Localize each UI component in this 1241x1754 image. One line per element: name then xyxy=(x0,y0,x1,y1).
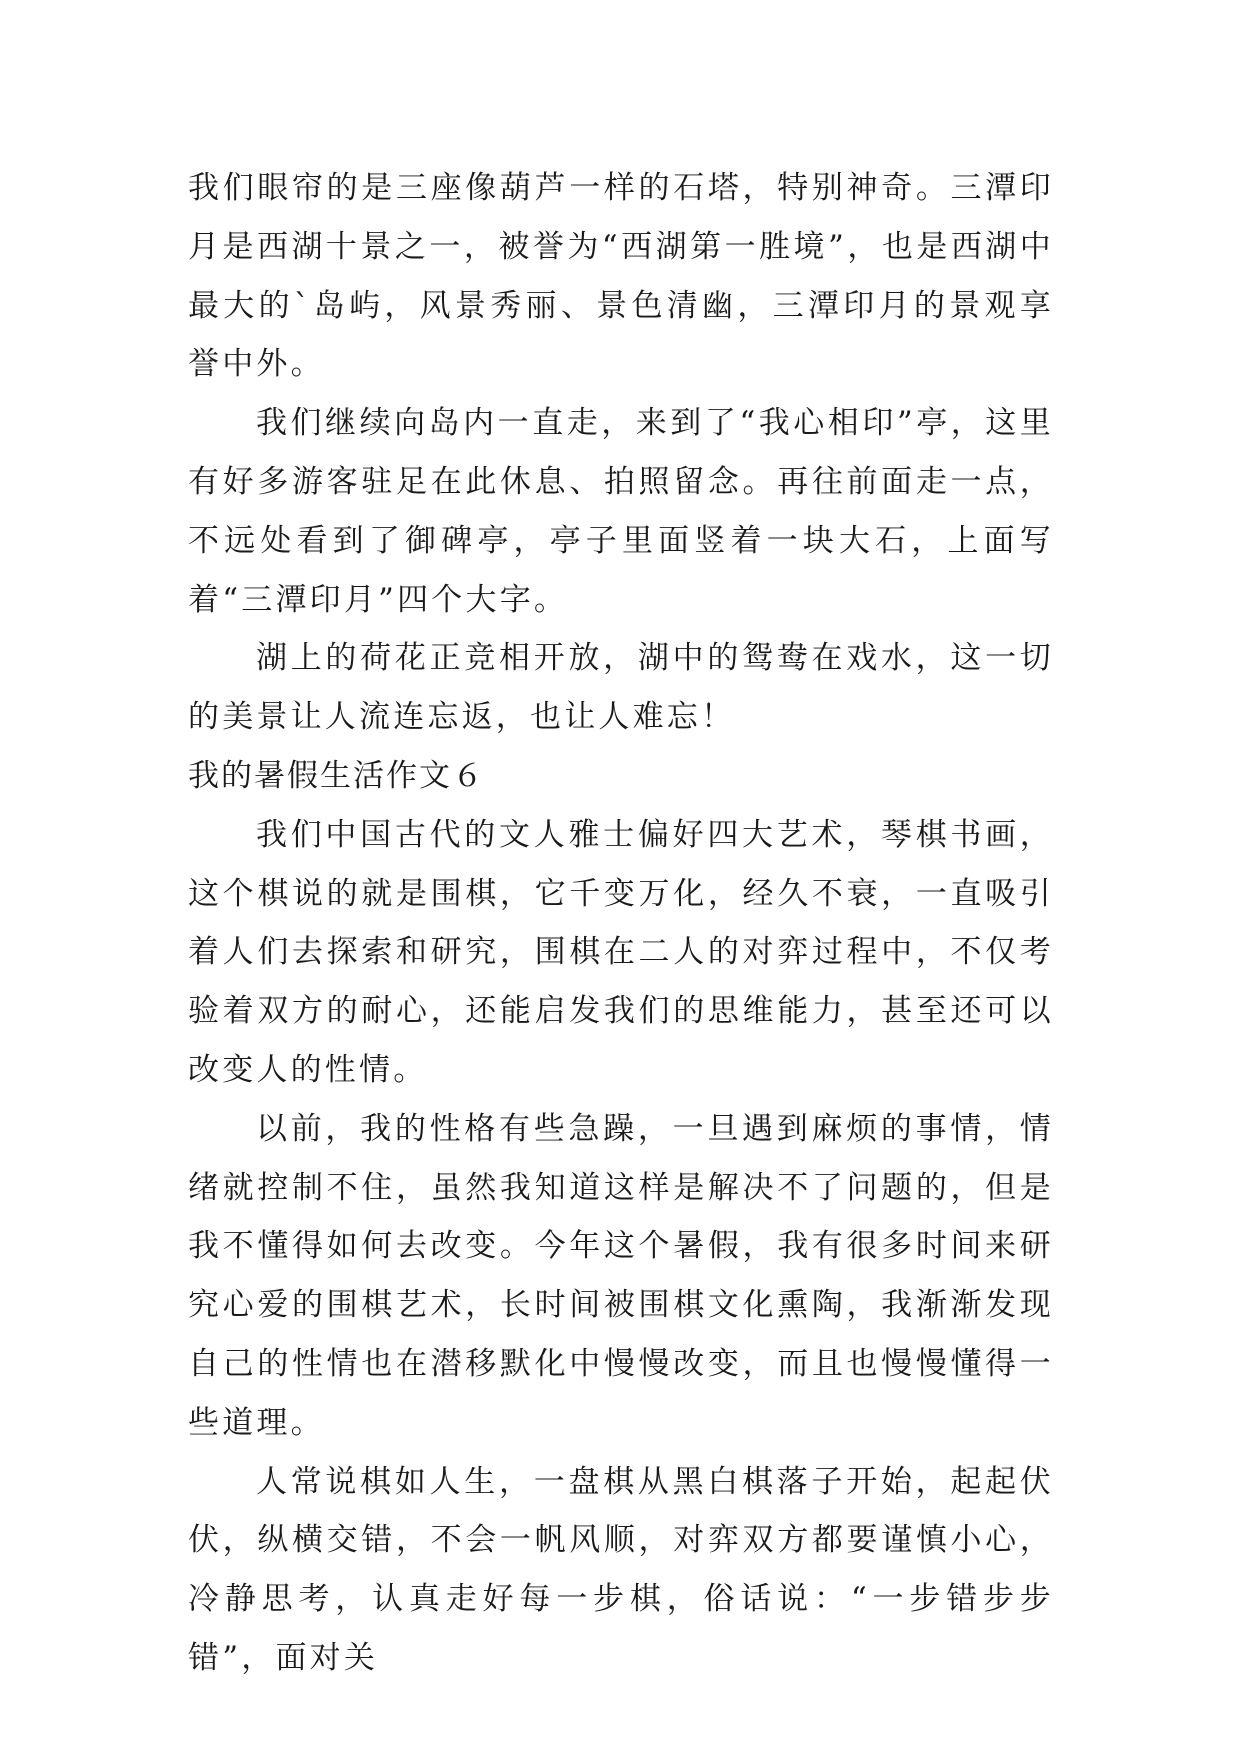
paragraph-pavilion: 我们继续向岛内一直走，来到了“我心相印”亭，这里有好多游客驻足在此休息、拍照留念。再往前面走一点，不远处看到了御碑亭，亭子里面竖着一块大石，上面写着“三潭印月”四个大字。 xyxy=(188,405,1054,618)
paragraph-go-arts: 我们中国古代的文人雅士偏好四大艺术，琴棋书画，这个棋说的就是围棋，它千变万化，经久不衰，一直吸引着人们去探索和研究，围棋在二人的对弈过程中，不仅考验着双方的耐心，还能启发我们的思维能力，甚至还可以改变人的性情。 xyxy=(188,816,1054,1088)
paragraph-chess-life: 人常说棋如人生，一盘棋从黑白棋落子开始，起起伏伏，纵横交错，不会一帆风顺，对弈双方都要谨慎小心，冷静思考，认真走好每一步棋，俗话说：“一步错步步错”，面对关 xyxy=(188,1463,1054,1676)
paragraph-temper: 以前，我的性格有些急躁，一旦遇到麻烦的事情，情绪就控制不住，虽然我知道这样是解决不了问题的，但是我不懂得如何去改变。今年这个暑假，我有很多时间来研究心爱的围棋艺术，长时间被围棋文化熏陶，我渐渐发现自己的性情也在潜移默化中慢慢改变，而且也慢慢懂得一些道理。 xyxy=(188,1110,1054,1441)
paragraph-santan-towers: 我们眼帘的是三座像葫芦一样的石塔，特别神奇。三潭印月是西湖十景之一，被誉为“西湖第一胜境”，也是西湖中最大的`岛屿，风景秀丽、景色清幽，三潭印月的景观享誉中外。 xyxy=(188,170,1054,383)
document-body xyxy=(188,159,1054,1688)
essay-title: 我的暑假生活作文６ xyxy=(188,757,485,794)
paragraph-lotus: 湖上的荷花正竞相开放，湖中的鸳鸯在戏水，这一切的美景让人流连忘返，也让人难忘！ xyxy=(188,640,1054,736)
